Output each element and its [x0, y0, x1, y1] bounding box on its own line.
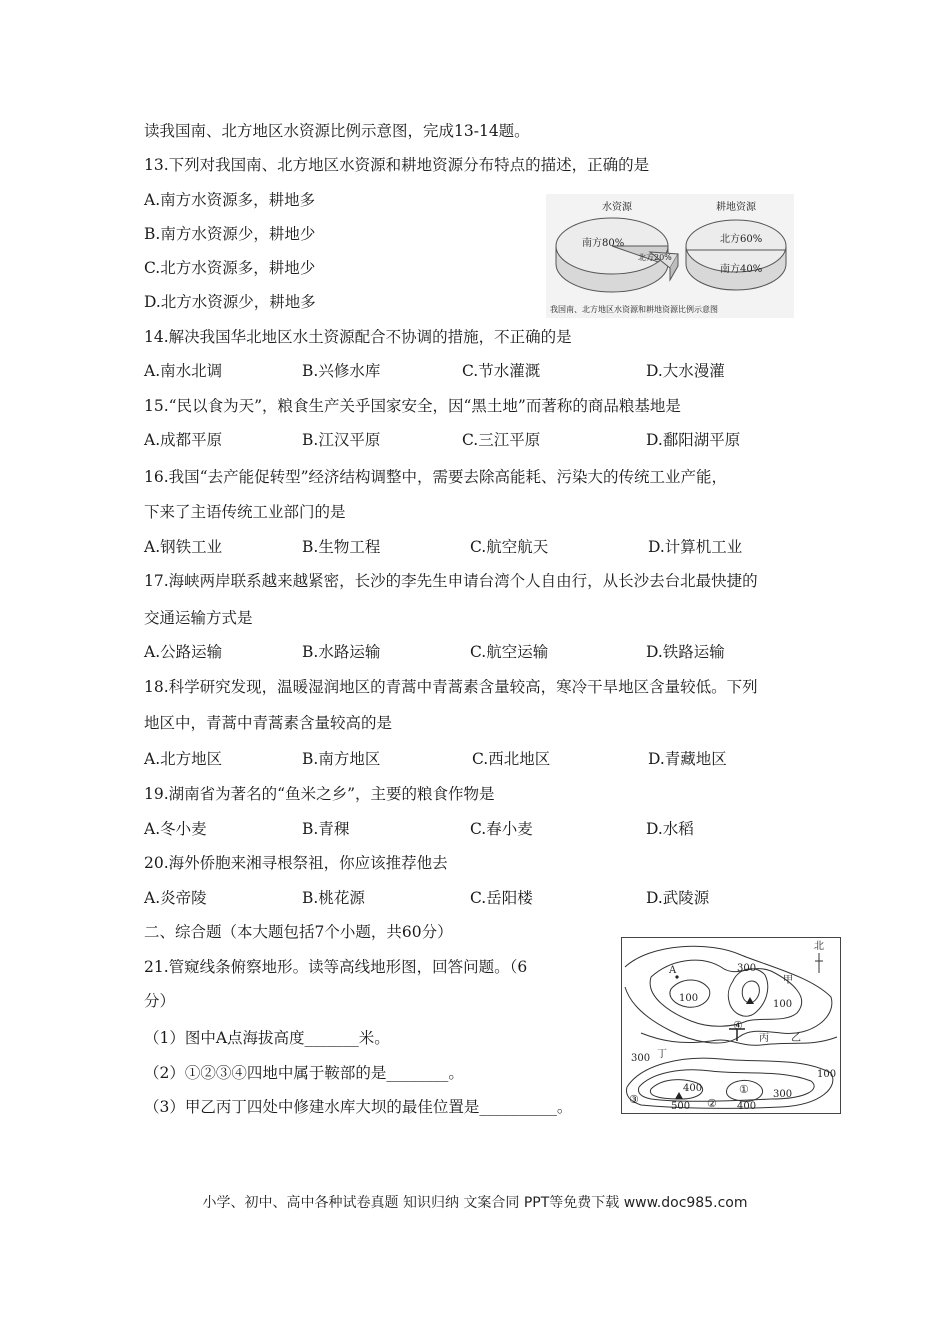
marker-3: ③: [629, 1093, 639, 1106]
q19-stem: 19.湖南省为著名的“鱼米之乡”，主要的粮食作物是: [144, 785, 495, 803]
water-title: 水资源: [602, 202, 632, 213]
q15-option-d: D.鄱阳湖平原: [646, 431, 741, 449]
label-jia: 甲: [783, 975, 793, 986]
q18-stem-line1: 18.科学研究发现，温暖湿润地区的青蒿中青蒿素含量较高，寒冷干旱地区含量较低。下列: [144, 678, 758, 696]
north-label: 北: [814, 941, 824, 952]
q21-sub2: （2）①②③④四地中属于鞍部的是________。: [144, 1064, 464, 1082]
intro-text: 读我国南、北方地区水资源比例示意图，完成13-14题。: [144, 122, 530, 140]
contour-100-right: 100: [773, 999, 793, 1010]
q19-option-b: B.青稞: [302, 820, 350, 838]
q14-option-c: C.节水灌溉: [462, 362, 541, 380]
q18-option-a: A.北方地区: [144, 750, 223, 768]
label-bing: 丙: [759, 1033, 769, 1044]
q16-option-c: C.航空航天: [470, 538, 549, 556]
page-footer: 小学、初中、高中各种试卷真题 知识归纳 文案合同 PPT等免费下载 www.doc985.com: [202, 1195, 748, 1211]
q17-option-a: A.公路运输: [144, 643, 223, 661]
contour-300-left: 300: [631, 1053, 651, 1064]
contour-map-figure: [621, 937, 841, 1114]
q18-stem-line2: 地区中，青蒿中青蒿素含量较高的是: [144, 714, 393, 732]
marker-1: ①: [739, 1083, 749, 1096]
contour-map-svg: [621, 937, 841, 1114]
q16-stem-line1: 16.我国“去产能促转型”经济结构调整中，需要去除高能耗、污染大的传统工业产能，: [144, 468, 728, 486]
q16-option-a: A.钢铁工业: [144, 538, 223, 556]
resource-ratio-figure: [546, 194, 794, 318]
resource-ratio-svg: [546, 194, 794, 318]
q15-stem: 15.“民以食为天”，粮食生产关乎国家安全，因“黑土地”而著称的商品粮基地是: [144, 397, 681, 415]
contour-100-far: 100: [817, 1069, 837, 1080]
marker-4: ④: [733, 1019, 743, 1032]
q21-sub1: （1）图中A点海拔高度_______米。: [144, 1029, 390, 1047]
farmland-pie: [686, 220, 786, 290]
farmland-title: 耕地资源: [716, 202, 756, 213]
q14-option-b: B.兴修水库: [302, 362, 381, 380]
q14-stem: 14.解决我国华北地区水土资源配合不协调的措施，不正确的是: [144, 328, 572, 346]
q21-stem-line1: 21.管窥线条俯察地形。读等高线地形图，回答问题。（6: [144, 958, 528, 976]
q18-option-b: B.南方地区: [302, 750, 381, 768]
q13-option-c: C.北方水资源多，耕地少: [144, 259, 316, 277]
water-south-label: 南方80%: [582, 238, 625, 249]
label-yi: 乙: [791, 1033, 801, 1044]
figure1-caption: 我国南、北方地区水资源和耕地资源比例示意图: [550, 305, 718, 314]
water-north-label: 北方20%: [638, 253, 672, 262]
contour-300-top: 300: [737, 963, 757, 974]
farm-north-label: 北方60%: [720, 234, 763, 245]
q21-stem-line2: 分）: [144, 992, 176, 1010]
q17-stem-line1: 17.海峡两岸联系越来越紧密，长沙的李先生申请台湾个人自由行，从长沙去台北最快捷的: [144, 572, 758, 590]
q13-option-d: D.北方水资源少，耕地多: [144, 293, 316, 311]
contour-300-bottom: 300: [773, 1089, 793, 1100]
q16-option-d: D.计算机工业: [648, 538, 743, 556]
contour-500: 500: [671, 1101, 691, 1112]
q17-stem-line2: 交通运输方式是: [144, 609, 253, 627]
farm-south-label: 南方40%: [720, 264, 763, 275]
q20-stem: 20.海外侨胞来湘寻根祭祖，你应该推荐他去: [144, 854, 448, 872]
q20-option-c: C.岳阳楼: [470, 889, 533, 907]
q16-stem-line2: 下来了主语传统工业部门的是: [144, 503, 346, 521]
marker-2: ②: [707, 1097, 717, 1110]
q18-option-c: C.西北地区: [472, 750, 551, 768]
q20-option-d: D.武陵源: [646, 889, 710, 907]
label-ding: 丁: [657, 1049, 667, 1060]
q15-option-a: A.成都平原: [144, 431, 223, 449]
q15-option-b: B.江汉平原: [302, 431, 381, 449]
q13-option-b: B.南方水资源少，耕地少: [144, 225, 316, 243]
q20-option-a: A.炎帝陵: [144, 889, 207, 907]
section-2-heading: 二、综合题（本大题包括7个小题，共60分）: [144, 923, 453, 941]
q19-option-d: D.水稻: [646, 820, 694, 838]
contour-100-a: 100: [679, 993, 699, 1004]
q14-option-d: D.大水漫灌: [646, 362, 725, 380]
q17-option-c: C.航空运输: [470, 643, 549, 661]
point-a-label: A: [669, 965, 677, 976]
q16-option-b: B.生物工程: [302, 538, 381, 556]
q19-option-a: A.冬小麦: [144, 820, 207, 838]
q14-option-a: A.南水北调: [144, 362, 223, 380]
contour-400-b: 400: [737, 1101, 757, 1112]
q21-sub3: （3）甲乙丙丁四处中修建水库大坝的最佳位置是__________。: [144, 1098, 573, 1116]
q15-option-c: C.三江平原: [462, 431, 541, 449]
q17-option-d: D.铁路运输: [646, 643, 725, 661]
q13-stem: 13.下列对我国南、北方地区水资源和耕地资源分布特点的描述，正确的是: [144, 156, 650, 174]
contour-400-a: 400: [683, 1083, 703, 1094]
q18-option-d: D.青藏地区: [648, 750, 727, 768]
q20-option-b: B.桃花源: [302, 889, 365, 907]
q19-option-c: C.春小麦: [470, 820, 533, 838]
q13-option-a: A.南方水资源多，耕地多: [144, 191, 316, 209]
q17-option-b: B.水路运输: [302, 643, 381, 661]
